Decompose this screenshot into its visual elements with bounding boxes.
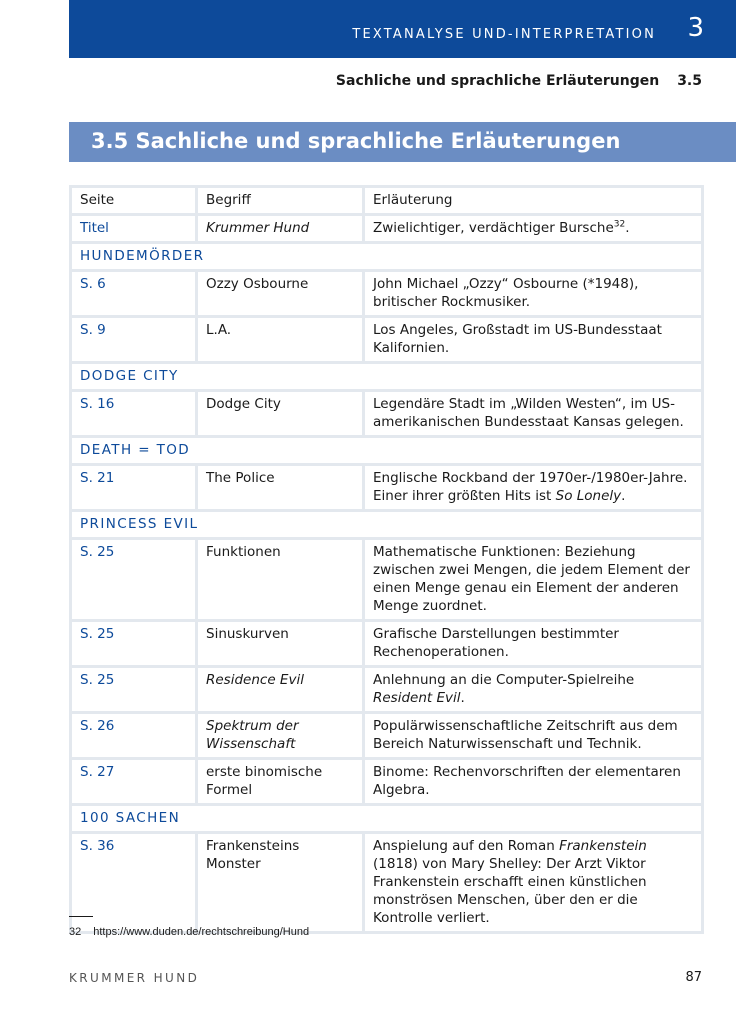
chapter-number: 3 <box>687 13 704 43</box>
cell-term: The Police <box>197 465 364 511</box>
column-header-explanation: Erläuterung <box>364 187 703 215</box>
footnote-number: 32 <box>69 926 82 938</box>
table-row <box>71 465 703 511</box>
table-row <box>71 667 703 713</box>
explanation-end: . <box>460 690 465 706</box>
cell-term: Frankensteins Monster <box>197 833 364 933</box>
table-row <box>71 391 703 437</box>
table-row <box>71 539 703 621</box>
category-row <box>71 805 703 833</box>
cell-page: S. 27 <box>71 759 197 805</box>
cell-term: Funktionen <box>197 539 364 621</box>
explanation-end: . <box>621 488 626 504</box>
section-banner <box>69 122 736 162</box>
category-label: PRINCESS EVIL <box>71 511 703 539</box>
footnote-divider <box>69 916 93 917</box>
table-row <box>71 713 703 759</box>
cell-page: S. 25 <box>71 667 197 713</box>
category-row <box>71 437 703 465</box>
table-row <box>71 621 703 667</box>
cell-term: Ozzy Osbourne <box>197 271 364 317</box>
running-head-title: Sachliche und sprachliche Erläuterungen <box>335 73 660 89</box>
explanation-text: Anlehnung an die Computer-Spielreihe <box>373 672 635 688</box>
explanation-italic: Resident Evil <box>373 690 461 706</box>
column-header-page: Seite <box>71 187 197 215</box>
book-title: KRUMMER HUND <box>69 971 200 985</box>
footnote-ref: 32 <box>613 219 626 230</box>
footnote <box>69 926 309 938</box>
category-label: HUNDEMÖRDER <box>71 243 703 271</box>
cell-term: L.A. <box>197 317 364 363</box>
chapter-header-bar <box>69 0 736 58</box>
cell-term: Spektrum der Wissenschaft <box>197 713 364 759</box>
running-head <box>336 73 702 89</box>
cell-page: S. 9 <box>71 317 197 363</box>
cell-page: S. 25 <box>71 621 197 667</box>
category-label: 100 SACHEN <box>71 805 703 833</box>
table-row <box>71 317 703 363</box>
cell-term: Residence Evil <box>197 667 364 713</box>
cell-page: S. 36 <box>71 833 197 933</box>
table-row <box>71 833 703 933</box>
explanation-text: Zwielichtiger, verdächtiger Bursche <box>373 220 614 236</box>
table-header-row <box>71 187 703 215</box>
cell-explanation: Los Angeles, Großstadt im US-Bundesstaat Kalifornien. <box>364 317 703 363</box>
cell-explanation <box>364 667 703 713</box>
table-row <box>71 759 703 805</box>
explanation-italic: So Lonely <box>555 488 622 504</box>
cell-explanation: John Michael „Ozzy“ Osbourne (*1948), britischer Rockmusiker. <box>364 271 703 317</box>
table-row <box>71 271 703 317</box>
category-row <box>71 363 703 391</box>
explanation-text: Englische Rockband der 1970er-/1980er-Jahre. Einer ihrer größten Hits ist <box>373 470 688 504</box>
table-row <box>71 215 703 243</box>
cell-explanation <box>364 833 703 933</box>
cell-page: Titel <box>71 215 197 243</box>
explanation-text: Anspielung auf den Roman <box>373 838 560 854</box>
category-row <box>71 511 703 539</box>
category-row <box>71 243 703 271</box>
cell-term: Dodge City <box>197 391 364 437</box>
section-title: Sachliche und sprachliche Erläuterungen <box>135 129 621 153</box>
section-heading <box>91 129 620 153</box>
cell-explanation <box>364 215 703 243</box>
cell-term: Sinuskurven <box>197 621 364 667</box>
chapter-section-label: TEXTANALYSE UND-INTERPRETATION <box>352 27 656 42</box>
page-number: 87 <box>685 970 702 985</box>
cell-explanation: Binome: Rechenvorschriften der elementaren Algebra. <box>364 759 703 805</box>
cell-page: S. 21 <box>71 465 197 511</box>
section-number: 3.5 <box>91 129 129 153</box>
cell-page: S. 25 <box>71 539 197 621</box>
category-label: DEATH = TOD <box>71 437 703 465</box>
running-head-number: 3.5 <box>677 73 702 89</box>
cell-term: Krummer Hund <box>197 215 364 243</box>
cell-page: S. 6 <box>71 271 197 317</box>
column-header-term: Begriff <box>197 187 364 215</box>
cell-page: S. 26 <box>71 713 197 759</box>
cell-explanation <box>364 465 703 511</box>
glossary-table <box>69 185 704 934</box>
cell-explanation: Mathematische Funktionen: Beziehung zwischen zwei Mengen, die jedem Element der einen Menge genau ein Element der anderen Menge zuordnet. <box>364 539 703 621</box>
explanation-end: . <box>625 220 630 236</box>
cell-explanation: Grafische Darstellungen bestimmter Rechenoperationen. <box>364 621 703 667</box>
footnote-text: https://www.duden.de/rechtschreibung/Hund <box>93 926 310 938</box>
explanation-end: (1818) von Mary Shelley: Der Arzt Viktor Frankenstein erschafft einen künstlichen monströsen Menschen, über den er die Kontrolle verliert. <box>373 856 647 926</box>
cell-page: S. 16 <box>71 391 197 437</box>
category-label: DODGE CITY <box>71 363 703 391</box>
cell-term: erste binomische Formel <box>197 759 364 805</box>
explanation-italic: Frankenstein <box>559 838 647 854</box>
cell-explanation: Legendäre Stadt im „Wilden Westen“, im US-amerikanischen Bundesstaat Kansas gelegen. <box>364 391 703 437</box>
cell-explanation: Populärwissenschaftliche Zeitschrift aus dem Bereich Naturwissenschaft und Technik. <box>364 713 703 759</box>
